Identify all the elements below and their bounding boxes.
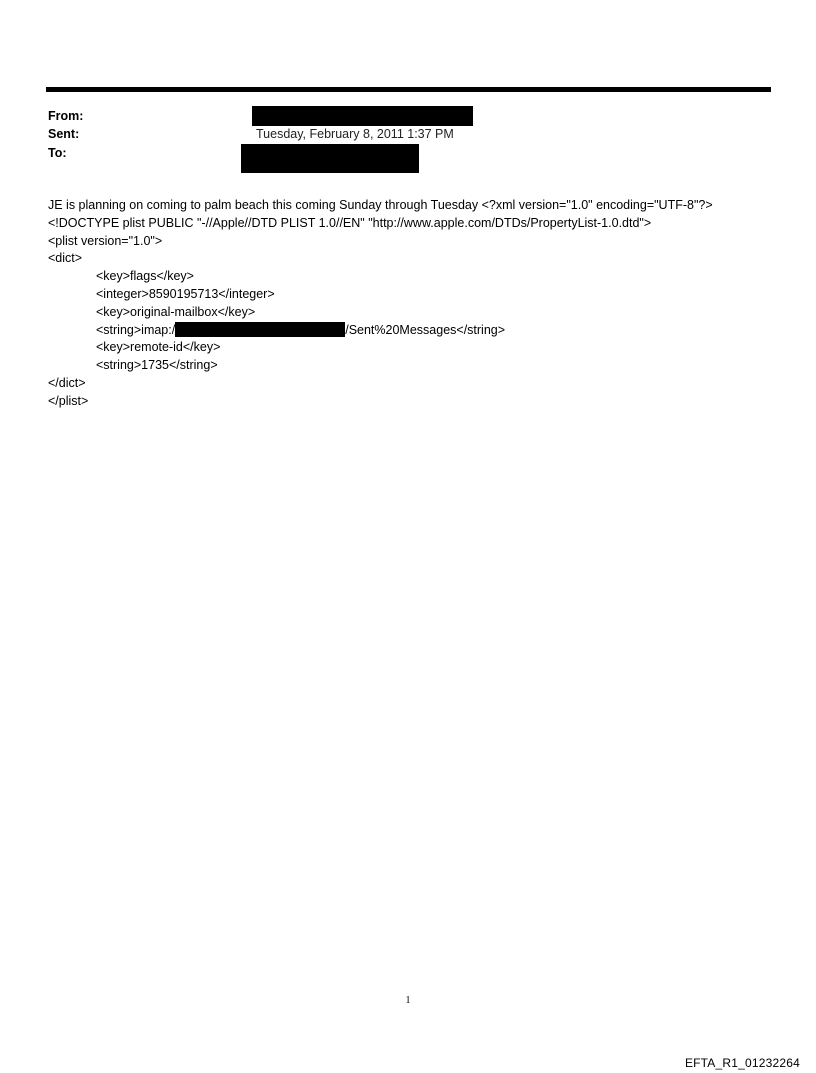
mailbox-prefix: <string>imap:/ [96, 322, 176, 337]
page-number: 1 [405, 995, 411, 1006]
body-line: <integer>8590195713</integer> [96, 286, 275, 301]
body-line: <!DOCTYPE plist PUBLIC "-//Apple//DTD PLIST 1.0//EN" "http://www.apple.com/DTDs/PropertyList-1.0.dtd"> [48, 215, 652, 230]
body-line: </dict> [48, 375, 86, 390]
body-line: <key>remote-id</key> [96, 340, 221, 355]
body-line: JE is planning on coming to palm beach this coming Sunday through Tuesday <?xml version="1.0" encoding="UTF-8"?> [48, 198, 713, 212]
body-line: <string>1735</string> [96, 358, 218, 373]
to-label: To: [48, 146, 67, 160]
document-id: EFTA_R1_01232264 [684, 1056, 800, 1070]
to-redaction [241, 144, 419, 173]
mailbox-suffix: /Sent%20Messages</string> [345, 322, 506, 337]
from-label: From: [48, 109, 84, 123]
message-body [48, 197, 788, 411]
body-line: </plist> [48, 393, 89, 408]
body-line: <plist version="1.0"> [48, 233, 163, 248]
body-line: <dict> [48, 251, 83, 266]
body-line: <key>flags</key> [96, 269, 194, 284]
from-redaction [252, 106, 473, 126]
mailbox-redaction [175, 322, 345, 337]
sent-label: Sent: [48, 127, 80, 141]
body-line: <key>original-mailbox</key> [96, 304, 256, 319]
header-rule [46, 87, 771, 92]
sent-value: Tuesday, February 8, 2011 1:37 PM [256, 127, 454, 141]
body-line-mailbox [48, 322, 788, 340]
